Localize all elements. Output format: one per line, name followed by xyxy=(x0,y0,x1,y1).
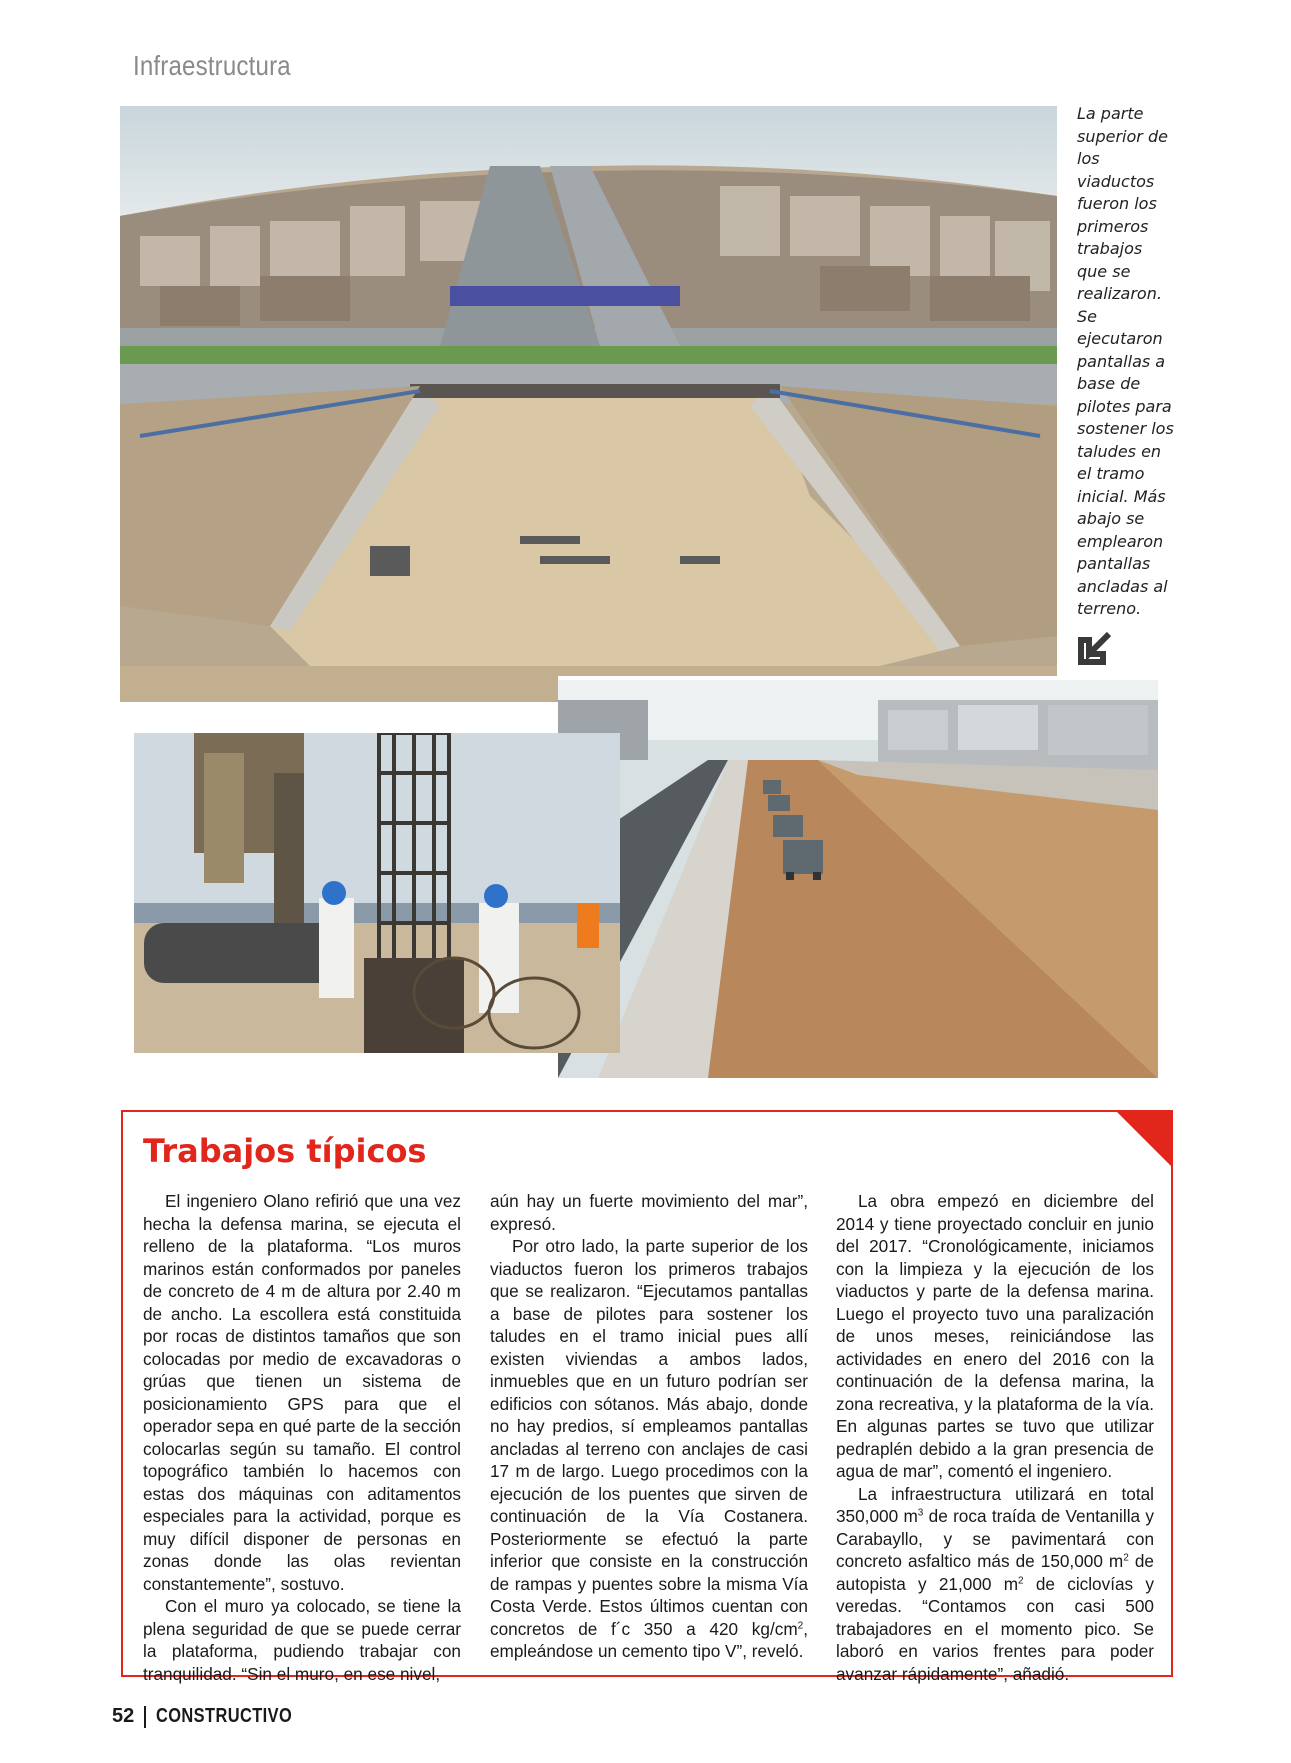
column-2 xyxy=(490,1190,808,1663)
text: Por otro lado, la parte superior de los viaductos fueron los primeros trabajos que se realizaron. “Ejecutamos pantallas a base de pilotes para sostener los taludes en el tramo inicial pues allí existen viviendas a ambos lados, inmuebles que en un futuro podrían ser edificios con sótanos. Más abajo, donde no hay predios, sí empleamos pantallas ancladas al terreno con anclajes de casi 17 m de largo. Luego procedimos con la ejecución de los puentes que sirven de continuación de la Vía Costanera. Posteriormente se efectuó la parte inferior que consiste en la construcción de rampas y puentes sobre la misma Vía Costa Verde. Estos últimos cuentan con concretos de f´c 350 a 420 kg/cm xyxy=(490,1236,808,1639)
magazine-brand: CONSTRUCTIVO xyxy=(156,1705,293,1727)
corner-accent xyxy=(1115,1110,1173,1168)
superscript: 3 xyxy=(917,1507,924,1519)
paragraph xyxy=(836,1483,1154,1686)
paragraph xyxy=(490,1235,808,1663)
page-footer xyxy=(112,1705,322,1728)
sidebar-box xyxy=(121,1110,1173,1684)
paragraph: La obra empezó en diciembre del 2014 y tiene proyectado concluir en junio del 2017. “Cronológicamente, iniciamos con la limpieza y la ejecución de los viaductos y parte de la defensa marina. Luego el proyecto tuvo una paralización de unos meses, reiniciándose las actividades en enero del 2016 con la continuación de la defensa marina, la zona recreativa, y la plataforma de la vía. En algunas partes se tuvo que utilizar pedraplén debido a la gran presencia de agua de mar”, comentó el ingeniero. xyxy=(836,1191,1154,1481)
text: La infraestructura utilizará en total 350,000 m xyxy=(836,1483,1154,1526)
section-label: Infraestructura xyxy=(133,50,291,81)
text: , empleándose un cemento tipo V”, reveló. xyxy=(490,1618,808,1661)
text: de ciclovías y veredas. “Contamos con casi 500 trabajadores en el momento pico. Se laboró en varios frentes para poder avanzar rápidamente”, añadió. xyxy=(836,1573,1154,1684)
text: de autopista y 21,000 m xyxy=(836,1551,1154,1594)
trucks-roadbed-photo xyxy=(558,680,1158,1078)
superscript: 2 xyxy=(1018,1574,1024,1586)
arrow-down-left-icon xyxy=(1077,630,1113,666)
paragraph: aún hay un fuerte movimiento del mar”, expresó. xyxy=(490,1191,808,1234)
text: de roca traída de Ventanilla y Carabayllo, y se pavimentará con concreto asfaltico más de 150,000 m xyxy=(836,1506,1154,1571)
footer-divider xyxy=(144,1706,146,1728)
column-1 xyxy=(143,1190,461,1685)
paragraph: Con el muro ya colocado, se tiene la plena seguridad de que se puede cerrar la plataforma, pudiendo trabajar con tranquilidad. “Sin el muro, en ese nivel, xyxy=(143,1596,461,1684)
sidebar-title: Trabajos típicos xyxy=(143,1132,427,1170)
photo-caption: La parte superior de los viaductos fueron los primeros trabajos que se realizaron. Se ejecutaron pantallas a base de pilotes para sostener los taludes en el tramo inicial. Más abajo se emplearon pantallas ancladas al terreno. xyxy=(1077,104,1174,618)
column-3 xyxy=(836,1190,1154,1685)
aerial-excavation-photo xyxy=(120,106,1057,702)
page-number: 52 xyxy=(112,1705,135,1727)
paragraph: El ingeniero Olano refirió que una vez hecha la defensa marina, se ejecuta el relleno de la plataforma. “Los muros marinos están conformados por paneles de concreto de 4 m de altura por 2.40 m de ancho. La escollera está constituida por rocas de distintos tamaños que son colocadas por medio de excavadoras o grúas que tienen un sistema de posicionamiento GPS para que el operador sepa en qué parte de la sección colocarlas según su tamaño. El control topográfico también lo hacemos con estas dos máquinas con aditamentos especiales para la actividad, porque es muy difícil disponer de personas en zonas donde las olas revientan constantemente”, sostuvo. xyxy=(143,1191,461,1594)
superscript: 2 xyxy=(797,1619,804,1631)
superscript: 2 xyxy=(1123,1552,1129,1564)
rebar-cage-drilling-photo xyxy=(134,733,620,1053)
